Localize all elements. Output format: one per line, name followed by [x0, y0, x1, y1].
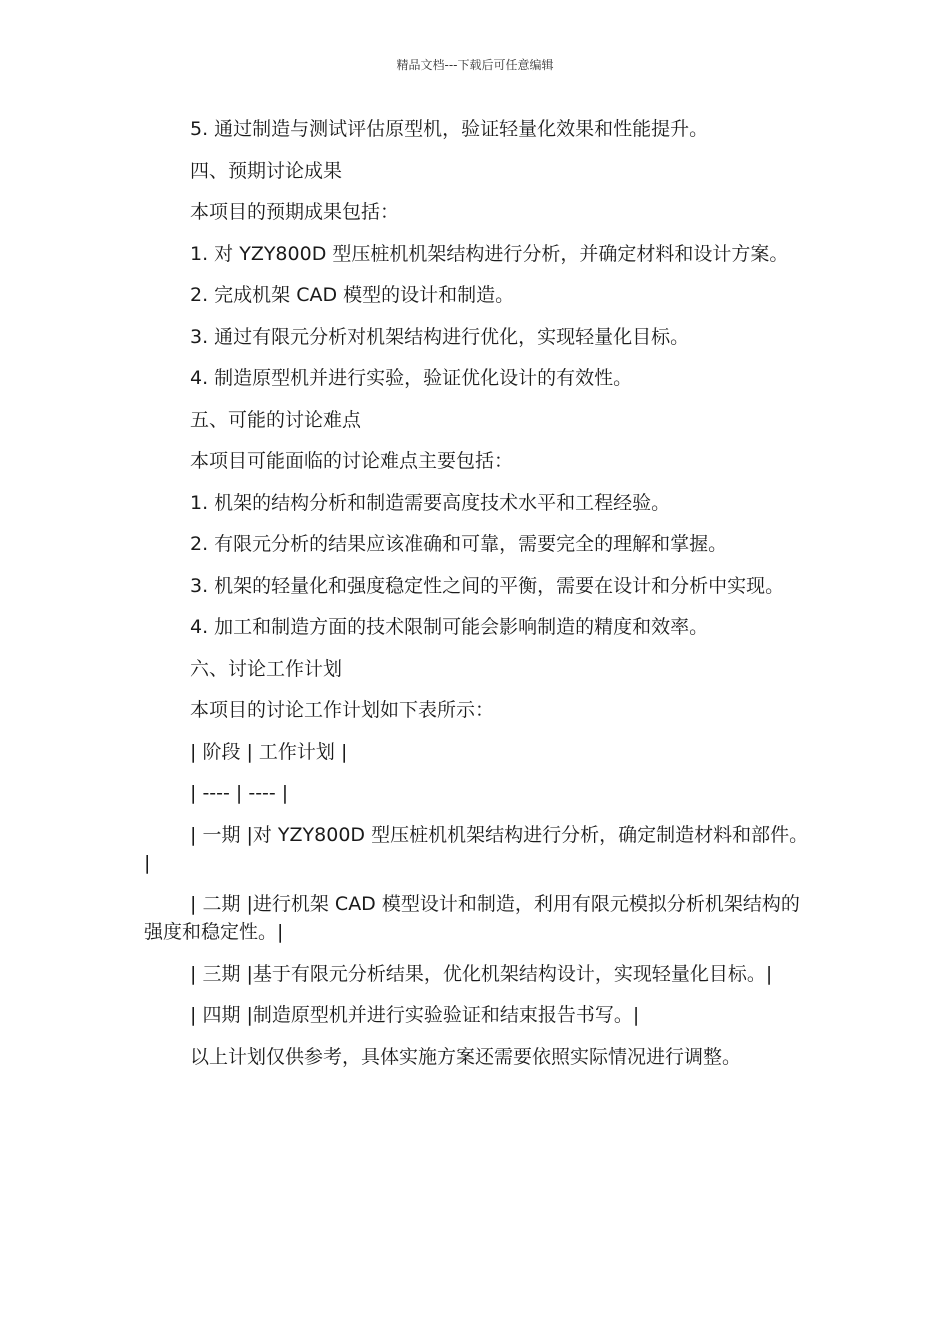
paragraph-5: 2. 完成机架 CAD 模型的设计和制造。	[190, 284, 515, 306]
paragraph-3: 本项目的预期成果包括：	[190, 201, 400, 223]
table-row-phase-1: | 一期 |对 YZY800D 型压桩机机架结构进行分析，确定制造材料和部件。|	[144, 823, 809, 874]
paragraph-12: 3. 机架的轻量化和强度稳定性之间的平衡，需要在设计和分析中实现。	[190, 574, 785, 597]
table-row-phase-3: | 三期 |基于有限元分析结果，优化机架结构设计，实现轻量化目标。|	[190, 962, 773, 985]
closing-paragraph: 以上计划仅供参考，具体实施方案还需要依照实际情况进行调整。	[190, 1045, 742, 1068]
section-heading-6: 六、讨论工作计划	[190, 657, 343, 680]
paragraph-13: 4. 加工和制造方面的技术限制可能会影响制造的精度和效率。	[190, 616, 709, 638]
table-header-row: | 阶段 | 工作计划 |	[190, 740, 348, 763]
paragraph-9: 本项目可能面临的讨论难点主要包括：	[190, 450, 514, 472]
section-heading-4: 四、预期讨论成果	[190, 159, 343, 182]
paragraph-4: 1. 对 YZY800D 型压桩机机架结构进行分析，并确定材料和设计方案。	[190, 242, 789, 265]
section-heading-5: 五、可能的讨论难点	[190, 408, 362, 431]
paragraph-7: 4. 制造原型机并进行实验，验证优化设计的有效性。	[190, 367, 633, 389]
paragraph-11: 2. 有限元分析的结果应该准确和可靠，需要完全的理解和掌握。	[190, 533, 728, 555]
paragraph-6: 3. 通过有限元分析对机架结构进行优化，实现轻量化目标。	[190, 325, 690, 348]
table-row-phase-2: | 二期 |进行机架 CAD 模型设计和制造，利用有限元模拟分析机架结构的强度和稳定性。|	[144, 893, 800, 943]
paragraph-10: 1. 机架的结构分析和制造需要高度技术水平和工程经验。	[190, 491, 671, 514]
document-body	[144, 115, 812, 1084]
table-row-phase-4: | 四期 |制造原型机并进行实验验证和结束报告书写。|	[190, 1004, 640, 1026]
page-header: 精品文档---下载后可任意编辑	[396, 58, 554, 72]
paragraph-1: 5. 通过制造与测试评估原型机，验证轻量化效果和性能提升。	[190, 118, 709, 140]
table-separator-row: | ---- | ---- |	[190, 782, 289, 804]
paragraph-15: 本项目的讨论工作计划如下表所示：	[190, 699, 495, 721]
